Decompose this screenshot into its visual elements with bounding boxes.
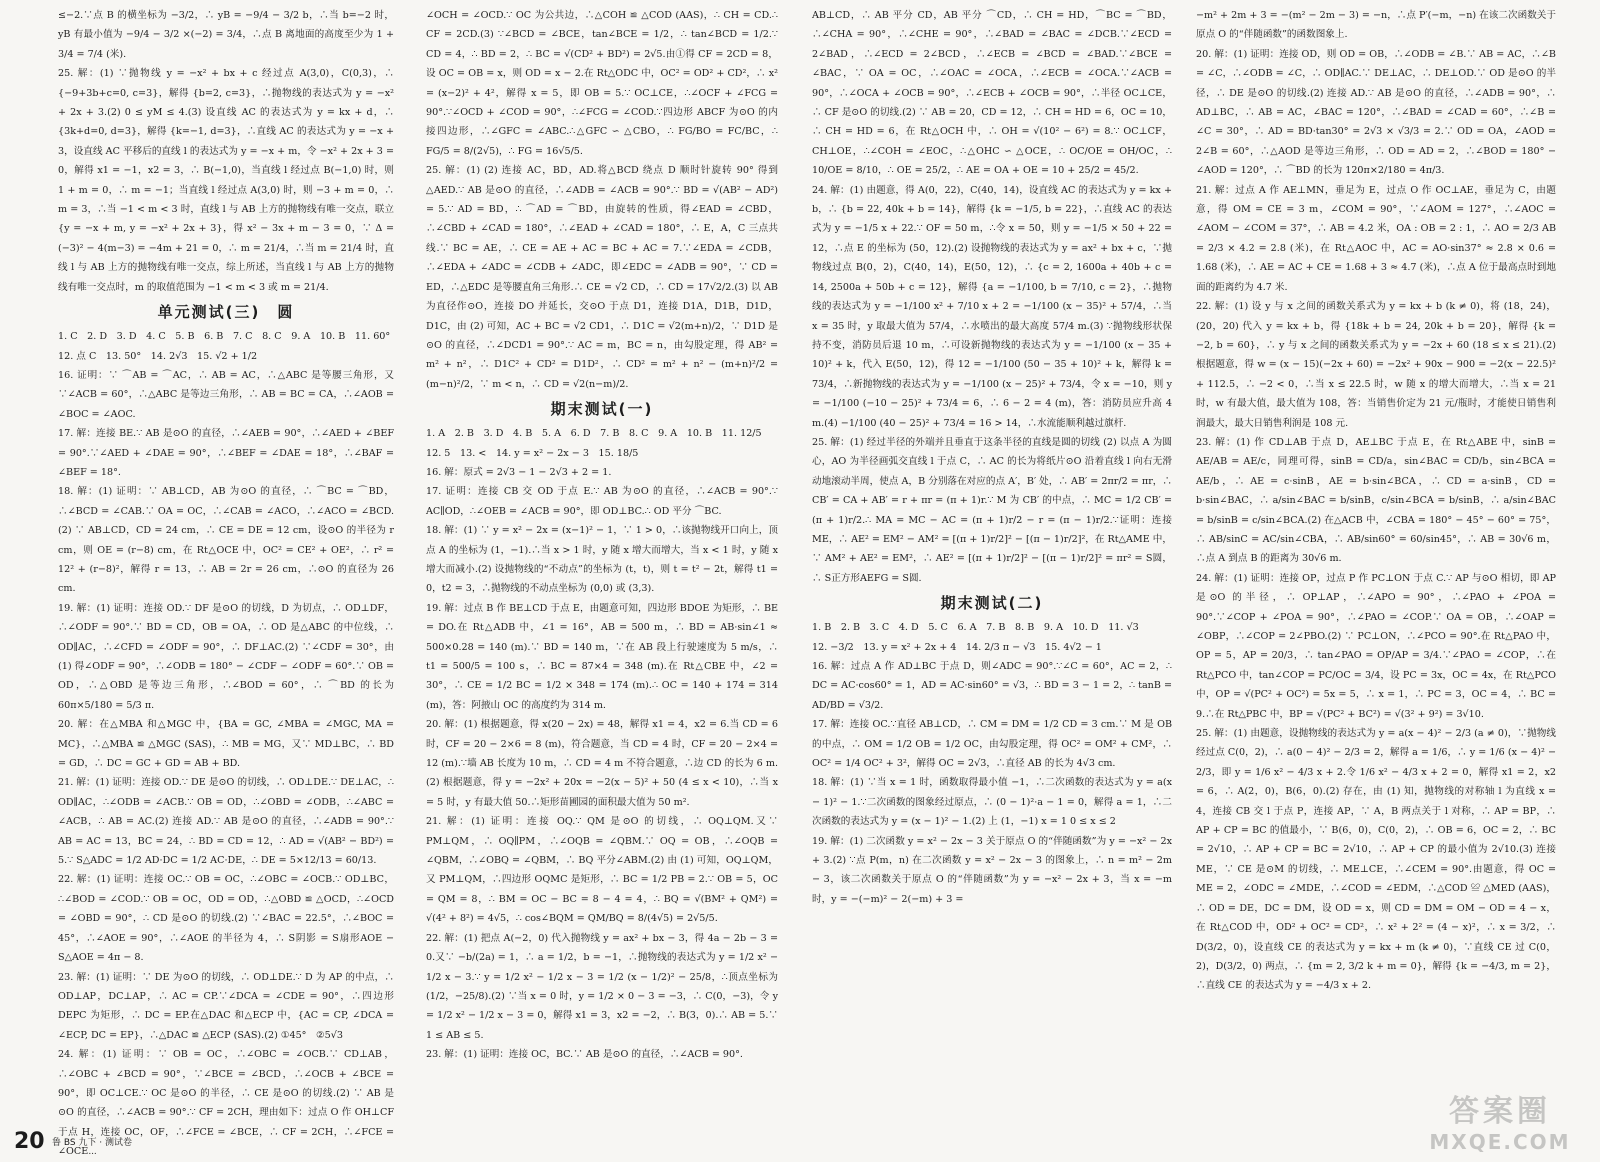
section-heading: 单元测试(三) 圆 xyxy=(157,303,295,322)
section-heading: 期末测试(二) xyxy=(940,594,1044,613)
answer-paragraph: −m² + 2m + 3 = −(m² − 2m − 3) = −n，∴点 P′(−m，−n) 在该二次函数关于原点 O 的“伴随函数”的函数图象上. xyxy=(1196,10,1556,41)
answer-paragraph: 21. 解：过点 A 作 AE⊥MN，垂足为 E，过点 O 作 OC⊥AE，垂足为 C，由题意，得 OM = CE = 3 m，∠COM = 90°，∵∠AOM = 127°，∴∠AOC = ∠AOM − ∠COM = 37°，∴ AB = 4.2 米，OA : OB = 2 : 1，∴ AO = 2/3 AB = 2/3 × 4.2 = 2.8 (米)，在 Rt△AOC 中，AC = AO·sin37° ≈ 2.8 × 0.6 = 1.68 (米)，∴ AE = AC + CE = 1.68 + 3 ≈ 4.7 (米)，∴点 A 位于最高点时到地面的距离约为 4.7 米. xyxy=(1196,184,1556,293)
answer-paragraph: 19. 解：(1) 二次函数 y = x² − 2x − 3 关于原点 O 的“伴随函数”为 y = −x² − 2x + 3.(2) ∵点 P(m，n) 在二次函数 y = x² − 2x − 3 的图象上，∴ n = m² − 2m − 3，该二次函数关于原点 O 的“伴随函数”为 y = −x² − 2x + 3，当 x = −m 时，y = −(−m)² − 2(−m) + 3 = xyxy=(812,835,1172,905)
answer-paragraph: 1. C 2. D 3. D 4. C 5. B 6. B 7. C 8. C 9. A 10. B 11. 60° xyxy=(58,331,391,343)
answer-paragraph: 22. 解：(1) 把点 A(−2，0) 代入抛物线 y = ax² + bx − 3，得 4a − 2b − 3 = 0.又∵ −b/(2a) = 1，∴ a = 1/2，b = −1，∴抛物线的表达式为 y = 1/2 x² − 1/2 x − 3.∵ y = 1/2 x² − 1/2 x − 3 = 1/2 (x − 1/2)² − 25/8，∴顶点坐标为 (1/2，−25/8).(2) ∵当 x = 0 时，y = 1/2 × 0 − 3 = −3，∴ C(0，−3)，令 y = 1/2 x² − 1/2 x − 3 = 0，解得 x1 = 3，x2 = −2，∴ B(3，0).∴ AB = 5.∵ 1 ≤ AB ≤ 5. xyxy=(426,932,778,1041)
answer-paragraph: 21. 解：(1) 证明：连接 OD.∵ DE 是⊙O 的切线，∴ OD⊥DE.∵ DE⊥AC，∴ OD∥AC，∴∠ODB = ∠ACB.∵ OB = OD，∴∠OBD = ∠ODB，∴∠ABC = ∠ACB，∴ AB = AC.(2) 连接 AD.∵ AB 是⊙O 的直径，∴∠ADB = 90°.∵ AB = AC = 13，BC = 24，∴ BD = CD = 12，∴ AD = √(AB² − BD²) = 5.∵ S△ADC = 1/2 AD·DC = 1/2 AC·DE，∴ DE = 5×12/13 = 60/13. xyxy=(58,777,394,867)
section-heading: 期末测试(一) xyxy=(550,400,654,419)
answer-paragraph: 25. 解：(1) (2) 连接 AC，BD，AD.将△BCD 绕点 D 顺时针旋转 90° 得到△AED.∵ AB 是⊙O 的直径，∴∠ADB = ∠ACB = 90°.∵ BD = √(AB² − AD²) = 5.∵ AD = BD，∴ ⌒AD = ⌒BD，由旋转的性质，得∠EAD = ∠CBD，∴∠CBD + ∠CAD = 180°，∴∠EAD + ∠CAD = 180°，∴ E，A，C 三点共线.∵ BC = AE，∴ CE = AE + AC = BC + AC = 7.∵∠EDA = ∠CDB，∴∠EDA + ∠ADC = ∠CDB + ∠ADC，即∠EDC = ∠ADB = 90°，∵ CD = ED，∴△EDC 是等腰直角三角形.∴ CE = √2 CD，∴ CD = 17√2/2.(3) 以 AB 为直径作⊙O，连接 DO 并延长，交⊙O 于点 D1，连接 D1A，D1B，D1D，D1C，由 (2) 可知，AC + BC = √2 CD1，∴ D1C = √2(m+n)/2，∵ D1D 是⊙O 的直径，∴∠DCD1 = 90°.∵ AC = m，BC = n，由勾股定理，得 AB² = m² + n²，∴ D1C² + CD² = D1D²，∴ CD² = m² + n² − (m+n)²/2 = (m−n)²/2，∵ m < n，∴ CD = √2(n−m)/2. xyxy=(426,165,778,390)
answer-paragraph: 16. 解：过点 A 作 AD⊥BC 于点 D，则∠ADC = 90°.∵∠C = 60°，AC = 2，∴ DC = AC·cos60° = 1，AD = AC·sin60° = √3，∴ BD = 3 − 1 = 2，∴ tanB = AD/BD = √3/2. xyxy=(812,661,1172,711)
answer-paragraph: 25. 解：(1) 经过半径的外端并且垂直于这条半径的直线是圆的切线 (2) 以点 A 为圆心，AO 为半径画弧交直线 l 于点 C，∴ AC 的长为将纸片⊙O 沿着直线 l 向右无滑动地滚动半周，使点 A，B 分别落在对应的点 A′，B′ 处，∴ AB′ = 2πr/2 = πr，∴ CB′ = CA + AB′ = r + πr = (π + 1)r.∵ M 为 CB′ 的中点，∴ MC = 1/2 CB′ = (π + 1)r/2.∴ MA = MC − AC = (π + 1)r/2 − r = (π − 1)r/2.∵证明：连接 ME，∴ AE² = EM² − AM² = [(π + 1)r/2]² − [(π − 1)r/2]²，在 Rt△AME 中，∵ AM² + AE² = EM²，∴ AE² = [(π + 1)r/2]² − [(π − 1)r/2]² = πr² = S圆，∴ S正方形AEFG = S圆. xyxy=(812,436,1172,584)
answer-paragraph: 24. 解：(1) 证明：∵ OB = OC，∴∠OBC = ∠OCB.∵ CD⊥AB，∴∠OBC + ∠BCD = 90°，∵∠BCE = ∠BCD，∴∠OCB + ∠BCE = 90°，即 OC⊥CE.∵ OC 是⊙O 的半径，∴ CE 是⊙O 的切线.(2) ∵ AB 是⊙O 的直径，∴∠ACB = 90°.∵ CF = 2CH，理由如下：过点 O 作 OH⊥CF 于点 H，连接 OC，OF，∴∠FCE = ∠BCE，∴ CF = 2CH，∴∠FCE = ∠OCE⋯ xyxy=(58,1049,394,1158)
answer-paragraph: 23. 解：(1) 作 CD⊥AB 于点 D，AE⊥BC 于点 E，在 Rt△ABE 中，sinB = AE/AB = AE/c，同理可得，sinB = CD/a，sin∠BAC = CD/b，sin∠BCA = AE/b，∴ AE = c·sinB，AE = b·sin∠BCA，∴ CD = a·sinB，CD = b·sin∠BAC，∴ a/sin∠BAC = b/sinB，c/sin∠BCA = b/sinB，∴ a/sin∠BAC = b/sinB = c/sin∠BCA.(2) 在△ACB 中，∠CBA = 180° − 45° − 60° = 75°，∴ AB/sinC = AC/sin∠CBA，∴ AB/sin60° = 60/sin45°，∴ AB = 30√6 m，∴点 A 到点 B 的距离为 30√6 m. xyxy=(1196,436,1556,565)
answer-paragraph: 12. −3/2 13. y = x² + 2x + 4 14. 2/3 π − √3 15. 4√2 − 1 xyxy=(812,641,1102,653)
watermark-bottom-text: MXQE.COM xyxy=(1429,1130,1571,1154)
answer-column-2 xyxy=(426,6,778,1118)
answer-column-3 xyxy=(812,6,1172,1118)
answer-paragraph: 25. 解：(1) 由题意，设抛物线的表达式为 y = a(x − 4)² − 2/3 (a ≠ 0)，∵抛物线经过点 C(0，2)，∴ a(0 − 4)² − 2/3 = 2，解得 a = 1/6，∴ y = 1/6 (x − 4)² − 2/3，即 y = 1/6 x² − 4/3 x + 2.令 1/6 x² − 4/3 x + 2 = 0，解得 x1 = 2，x2 = 6，∴ A(2，0)，B(6，0).(2) 存在，由 (1) 知，抛物线的对称轴 l 为直线 x = 4，连接 CB 交 l 于点 P，连接 AP，∵ A，B 两点关于 l 对称，∴ AP = BP，∴ AP + CP = BC 的值最小，∵ B(6，0)，C(0，2)，∴ OB = 6，OC = 2，∴ BC = 2√10，∴ AP + CP = BC = 2√10，∴ AP + CP 的最小值为 2√10.(3) 连接 ME，∵ CE 是⊙M 的切线，∴ ME⊥CE，∴∠CEM = 90°.由题意，得 OC = ME = 2，∠ODC = ∠MDE，∴∠COD = ∠EDM，∴△COD ≌ △MED (AAS)，∴ OD = DE，DC = DM，设 OD = x，则 CD = DM = OM − OD = 4 − x，在 Rt△COD 中，OD² + OC² = CD²，∴ x² + 2² = (4 − x)²，∴ x = 3/2，∴ D(3/2，0)，设直线 CE 的表达式为 y = kx + m (k ≠ 0)，∵直线 CE 过 C(0，2)，D(3/2，0) 两点，∴ {m = 2, 3/2 k + m = 0}，解得 {k = −4/3, m = 2}，∴直线 CE 的表达式为 y = −4/3 x + 2. xyxy=(1196,728,1556,992)
watermark-top-text: 答案圈 xyxy=(1449,1094,1551,1129)
page-footer: 鲁 BS 九下 · 测试卷 xyxy=(52,1138,133,1148)
answer-paragraph: 20. 解：在△MBA 和△MGC 中，{BA = GC, ∠MBA = ∠MGC, MA = MC}，∴△MBA ≌ △MGC (SAS)，∴ MB = MG，又∵ MD⊥BC，∴ BD = GD，∴ DC = GC + GD = AB + BD. xyxy=(58,719,394,770)
answer-paragraph: 1. A 2. B 3. D 4. B 5. A 6. D 7. B 8. C 9. A 10. B 11. 12/5 xyxy=(426,428,762,440)
answer-paragraph: 17. 解：连接 OC.∵直径 AB⊥CD，∴ CM = DM = 1/2 CD = 3 cm.∵ M 是 OB 的中点，∴ OM = 1/2 OB = 1/2 OC，由勾股定理，得 OC² = OM² + CM²，∴ OC² = 1/4 OC² + 3²，解得 OC = 2√3，∴直径 AB 的长为 4√3 cm. xyxy=(812,719,1172,770)
answer-paragraph: 20. 解：(1) 根据题意，得 x(20 − 2x) = 48，解得 x1 = 4，x2 = 6.当 CD = 6 时，CF = 20 − 2×6 = 8 (m)，符合题意，当 CD = 4 时，CF = 20 − 2×4 = 12 (m).∵墙 AB 长度为 10 m，∴ CD = 4 m 不符合题意，∴边 CD 的长为 6 m.(2) 根据题意，得 y = −2x² + 20x = −2(x − 5)² + 50 (4 ≤ x < 10)，∴当 x = 5 时，y 有最大值 50.∴矩形苗圃园的面积最大值为 50 m². xyxy=(426,719,778,808)
answer-paragraph: 19. 解：过点 B 作 BE⊥CD 于点 E，由题意可知，四边形 BDOE 为矩形，∴ BE = DO.在 Rt△ADB 中，∠1 = 16°，AB = 500 m，∴ BD = AB·sin∠1 ≈ 500×0.28 = 140 (m).∵ BD = 140 m，∵在 AB 段上行驶速度为 5 m/s，∴ t1 = 500/5 = 100 s，∴ BC = 87×4 = 348 (m).在 Rt△CBE 中，∠2 = 30°，∴ CE = 1/2 BC = 1/2 × 348 = 174 (m).∴ OC = 140 + 174 = 314 (m)，答：阿掖山 OC 的高度约为 314 m. xyxy=(426,602,778,711)
answer-paragraph: 12. 点 C 13. 50° 14. 2√3 15. √2 + 1/2 xyxy=(58,350,258,362)
answer-paragraph: ≤−2.∵点 B 的横坐标为 −3/2，∴ yB = −9/4 − 3/2 b，∴当 b=−2 时，yB 有最小值为 −9/4 − 3/2 ×(−2) = 3/4，∴点 B 离地面的高度至少为 1 + 3/4 = 7/4 (米). xyxy=(58,10,394,60)
page-number: 20 xyxy=(14,1129,45,1154)
answer-paragraph: 1. B 2. B 3. C 4. D 5. C 6. A 7. B 8. B 9. A 10. D 11. √3 xyxy=(812,622,1139,634)
answer-paragraph: 21. 解：(1) 证明：连接 OQ.∵ QM 是⊙O 的切线，∴ OQ⊥QM.又∵ PM⊥QM，∴ OQ∥PM，∴∠OQB = ∠QBM.∵ OQ = OB，∴∠OQB = ∠QBM，∴∠OBQ = ∠QBM，∴ BQ 平分∠ABM.(2) 由 (1) 可知，OQ⊥QM，又 PM⊥QM，∴四边形 OQMC 是矩形，∴ BC = 1/2 PB = 2.∵ OB = 5，OC = QM = 8，∴ BM = OC − BC = 8 − 4 = 4，∴ BQ = √(BM² + QM²) = √(4² + 8²) = 4√5，∴ cos∠BQM = QM/BQ = 8/(4√5) = 2√5/5. xyxy=(426,816,778,925)
answer-paragraph: 23. 解：(1) 证明：连接 OC，BC.∵ AB 是⊙O 的直径，∴∠ACB = 90°. xyxy=(426,1049,743,1061)
answer-paragraph: 16. 证明：∵ ⌒AB = ⌒AC，∴ AB = AC，∴△ABC 是等腰三角形，又∵∠ACB = 60°，∴△ABC 是等边三角形，∴ AB = BC = CA，∴∠AOB = ∠BOC = ∠AOC. xyxy=(58,369,394,420)
answer-paragraph: 12. 5 13. < 14. y = x² − 2x − 3 15. 18/5 xyxy=(426,447,639,459)
answer-paragraph: 20. 解：(1) 证明：连接 OD，则 OD = OB，∴∠ODB = ∠B.∵ AB = AC，∴∠B = ∠C，∴∠ODB = ∠C，∴ OD∥AC.∵ DE⊥AC，∴ DE⊥OD.∵ OD 是⊙O 的半径，∴ DE 是⊙O 的切线.(2) 连接 AD.∵ AB 是⊙O 的直径，∴∠ADB = 90°，∴ AD⊥BC，∴ AB = AC，∠BAC = 120°，∴∠BAD = ∠CAD = 60°，∴∠B = ∠C = 30°，∴ AD = BD·tan30° = 2√3 × √3/3 = 2.∵ OD = OA，∠AOD = 2∠B = 60°，∴△AOD 是等边三角形，∴ OD = AD = 2，∴∠BOD = 180° − ∠AOD = 120°，∴ ⌒BD 的长为 120π×2/180 = 4π/3. xyxy=(1196,48,1556,177)
watermark-logo xyxy=(1410,1086,1590,1152)
answer-paragraph: 17. 证明：连接 CB 交 OD 于点 E.∵ AB 为⊙O 的直径，∴∠ACB = 90°.∵ AC∥OD，∴∠OEB = ∠ACB = 90°，即 OD⊥BC.∴ OD 平分 ⌒BC. xyxy=(426,486,778,517)
answer-paragraph: 18. 解：(1) ∵当 x = 1 时，函数取得最小值 −1，∴二次函数的表达式为 y = a(x − 1)² − 1.∵二次函数的图象经过原点，∴ (0 − 1)²·a − 1 = 0，解得 a = 1，∴二次函数的表达式为 y = (x − 1)² − 1.(2) 上 (1，−1) x = 1 0 ≤ x ≤ 2 xyxy=(812,777,1172,828)
answer-paragraph: 22. 解：(1) 证明：连接 OC.∵ OB = OC，∴∠OBC = ∠OCB.∵ OD⊥BC，∴∠BOD = ∠COD.∵ OB = OC，OD = OD，∴△OBD ≌ △OCD，∴∠OCD = ∠OBD = 90°，∴ CD 是⊙O 的切线.(2) ∵∠BAC = 22.5°，∴∠BOC = 45°，∴∠AOE = 90°，∴∠AOE 的半径为 4，∴ S阴影 = S扇形AOE − S△AOE = 4π − 8. xyxy=(58,874,394,964)
answer-paragraph: 22. 解：(1) 设 y 与 x 之间的函数关系式为 y = kx + b (k ≠ 0)，将 (18，24)，(20，20) 代入 y = kx + b，得 {18k + b = 24, 20k + b = 20}，解得 {k = −2, b = 60}，∴ y 与 x 之间的函数关系式为 y = −2x + 60 (18 ≤ x ≤ 21).(2) 根据题意，得 w = (x − 15)(−2x + 60) = −2x² + 90x − 900 = −2(x − 22.5)² + 112.5，∴ −2 < 0，∴当 x ≤ 22.5 时，w 随 x 的增大而增大，∴当 x = 21 时，w 有最大值，最大值为 108，答：当销售价定为 21 元/瓶时，才能使日销售利润最大，最大日销售利润是 108 元. xyxy=(1196,301,1556,429)
answer-column-4 xyxy=(1196,6,1556,1118)
answer-paragraph: 19. 解：(1) 证明：连接 OD.∵ DF 是⊙O 的切线，D 为切点，∴ OD⊥DF，∴∠ODF = 90°.∵ BD = CD，OB = OA，∴ OD 是△ABC 的中位线，∴ OD∥AC，∴∠CFD = ∠ODF = 90°，∴ DF⊥AC.(2) ∵∠CDF = 30°，由 (1) 得∠ODF = 90°，∴∠ODB = 180° − ∠CDF − ∠ODF = 60°.∵ OB = OD，∴△OBD 是等边三角形，∴∠BOD = 60°，∴ ⌒BD 的长为 60π×5/180 = 5/3 π. xyxy=(58,602,394,711)
answer-paragraph: 23. 解：(1) 证明：∵ DE 为⊙O 的切线，∴ OD⊥DE.∵ D 为 AP 的中点，∴ OD⊥AP，DC⊥AP，∴ AC = CP.∵∠DCA = ∠CDE = 90°，∴四边形 DEPC 为矩形，∴ DC = EP.在△DAC 和△ECP 中，{AC = CP, ∠DCA = ∠ECP, DC = EP}，∴△DAC ≌ △ECP (SAS).(2) ①45° ②5√3 xyxy=(58,971,394,1041)
answer-paragraph: 25. 解：(1) ∵抛物线 y = −x² + bx + c 经过点 A(3,0)，C(0,3)，∴ {−9+3b+c=0, c=3}，解得 {b=2, c=3}，∴抛物线的表达式为 y = −x² + 2x + 3.(2) 0 ≤ yM ≤ 4.(3) 设直线 AC 的表达式为 y = kx + d，∴ {3k+d=0, d=3}，解得 {k=−1, d=3}，∴直线 AC 的表达式为 y = −x + 3，设直线 AC 平移后的直线 l 的表达式为 y = −x + m，令 −x² + 2x + 3 = 0，解得 x1 = −1，x2 = 3，∴ B(−1,0)，当直线 l 经过点 B(−1,0) 时，则 1 + m = 0，∴ m = −1；当直线 l 经过点 A(3,0) 时，则 −3 + m = 0，∴ m = 3，∴当 −1 < m < 3 时，直线 l 与 AB 上方的抛物线有唯一交点，联立 {y = −x + m, y = −x² + 2x + 3}，得 x² − 3x + m − 3 = 0，∵ Δ = (−3)² − 4(m−3) = −4m + 21 = 0，∴ m = 21/4，∴当 m = 21/4 时，直线 l 与 AB 上方的抛物线有唯一交点，综上所述，当直线 l 与 AB 上方的抛物线有唯一交点时，m 的取值范围为 −1 < m < 3 或 m = 21/4. xyxy=(58,68,394,293)
answer-paragraph: 24. 解：(1) 由题意，得 A(0，22)，C(40，14)，设直线 AC 的表达式为 y = kx + b，∴ {b = 22, 40k + b = 14}，解得 {k = −1/5, b = 22}，∴直线 AC 的表达式为 y = −1/5 x + 22.∵ OF = 50 m，∴令 x = 50，则 y = −1/5 × 50 + 22 = 12，∴点 E 的坐标为 (50，12).(2) 设抛物线的表达式为 y = ax² + bx + c，∵抛物线过点 B(0，2)，C(40，14)，E(50，12)，∴ {c = 2, 1600a + 40b + c = 14, 2500a + 50b + c = 12}，解得 {a = −1/100, b = 7/10, c = 2}，∴抛物线的表达式为 y = −1/100 x² + 7/10 x + 2 = −1/100 (x − 35)² + 57/4，∴当 x = 35 时，y 取最大值为 57/4，∴水喷出的最大高度 57/4 m.(3) ∵抛物线形状保持不变，消防员后退 10 m，∴可设新抛物线的表达式为 y = −1/100 (x − 35 + 10)² + k，代入 E(50，12)，得 12 = −1/100 (50 − 35 + 10)² + k，解得 k = 73/4，∴新抛物线的表达式为 y = −1/100 (x − 25)² + 73/4，令 x = −10，则 y = −1/100 (−10 − 25)² + 73/4 = 6，∴ 6 − 2 = 4 (m)，答：消防员应升高 4 m.(4) −1/100 (40 − 25)² + 73/4 = 16 > 14，∴水流能顺利越过旗杆. xyxy=(812,184,1172,429)
answer-paragraph: 16. 解：原式 = 2√3 − 1 − 2√3 + 2 = 1. xyxy=(426,466,612,478)
answer-paragraph: AB⊥CD，∴ AB 平分 CD，AB 平分 ⌒CD，∴ CH = HD，⌒BC = ⌒BD，∴∠CHA = 90°，∴∠CHE = 90°，∴∠BAD = ∠BAC = ∠DCB.∵∠ECD = 2∠BAD，∴∠ECD = 2∠BCD，∴∠ECB = ∠BCD = ∠BAD.∵∠BCE = ∠BAC，∵ OA = OC，∴∠OAC = ∠OCA，∴∠ECB = ∠OCA.∵∠ACB = 90°，∴∠OCA + ∠OCB = 90°，∴∠ECB + ∠OCB = 90°，∴半径 OC⊥CE，∴ CF 是⊙O 的切线.(2) ∵ AB = 20，CD = 12，∴ CH = HD = 6，OC = 10，∴ CH = HD = 6，在 Rt△OCH 中，∴ OH = √(10² − 6²) = 8.∵ OC⊥CF，CH⊥OE，∴∠COH = ∠EOC，∴△OHC ∽ △OCE，∴ OC/OE = OH/OC，∴ 10/OE = 8/10，∴ OE = 25/2，∴ AE = OA + OE = 10 + 25/2 = 45/2. xyxy=(812,10,1172,177)
answer-paragraph: 18. 解：(1) 证明：∵ AB⊥CD，AB 为⊙O 的直径，∴ ⌒BC = ⌒BD，∴∠BCD = ∠CAB.∵ OA = OC，∴∠CAB = ∠ACO，∴∠ACO = ∠BCD.(2) ∵ AB⊥CD，CD = 24 cm，∴ CE = DE = 12 cm，设⊙O 的半径为 r cm，则 OE = (r−8) cm，在 Rt△OCE 中，OC² = CE² + OE²，∴ r² = 12² + (r−8)²，解得 r = 13，∴ AB = 2r = 26 cm，∴⊙O 的直径为 26 cm. xyxy=(58,486,394,595)
answer-paragraph: ∠OCH = ∠OCD.∵ OC 为公共边，∴△COH ≌ △COD (AAS)，∴ CH = CD.∴ CF = 2CD.(3) ∵∠BCD = ∠BCE，tan∠BCE = 1/2，∴ tan∠BCD = 1/2.∵ CD = 4，∴ BD = 2，∴ BC = √(CD² + BD²) = 2√5.由①得 CF = 2CD = 8，设 OC = OB = x，则 OD = x − 2.在 Rt△ODC 中，OC² = OD² + CD²，∴ x² = (x−2)² + 4²，解得 x = 5，即 OB = 5.∵ OC⊥CE，∴∠OCF + ∠FCG = 90°.∵∠OCD + ∠COD = 90°，∴∠FCG = ∠COD.∵四边形 ABCF 为⊙O 的内接四边形，∴∠GFC = ∠ABC.∴△GFC ∽ △CBO，∴ FG/BO = FC/BC，∴ FG/5 = 8/(2√5)，∴ FG = 16√5/5. xyxy=(426,10,778,157)
answer-paragraph: 17. 解：连接 BE.∵ AB 是⊙O 的直径，∴∠AEB = 90°，∴∠AED + ∠BEF = 90°.∵∠AED + ∠DAE = 90°，∴∠BEF = ∠DAE = 18°，∴∠BAF = ∠BEF = 18°. xyxy=(58,428,394,478)
answer-paragraph: 24. 解：(1) 证明：连接 OP，过点 P 作 PC⊥ON 于点 C.∵ AP 与⊙O 相切，即 AP 是⊙O 的半径，∴ OP⊥AP，∴∠APO = 90°，∴∠PAO + ∠POA = 90°.∵∠COP + ∠POA = 90°，∴∠PAO = ∠COP.∵ OA = OB，∴∠OAP = ∠OBP，∴∠COP = 2∠PBO.(2) ∵ PC⊥ON，∴∠PCO = 90°.在 Rt△PAO 中，OP = 5，AP = 20/3，∴ tan∠PAO = OP/AP = 3/4.∵∠PAO = ∠COP，∴在 Rt△PCO 中，tan∠COP = PC/OC = 3/4，设 PC = 3x，OC = 4x，在 Rt△PCO 中，OP = √(PC² + OC²) = 5x = 5，∴ x = 1，∴ PC = 3，OC = 4，∴ BC = 9.∴在 Rt△PBC 中，BP = √(PC² + BC²) = √(3² + 9²) = 3√10. xyxy=(1196,572,1556,720)
answer-paragraph: 18. 解：(1) ∵ y = x² − 2x = (x−1)² − 1，∵ 1 > 0，∴该抛物线开口向上，顶点 A 的坐标为 (1，−1).∴当 x > 1 时，y 随 x 增大而增大，当 x < 1 时，y 随 x 增大而减小.(2) 设抛物线的“不动点”的坐标为 (t，t)，则 t = t² − 2t，解得 t1 = 0，t2 = 3，∴抛物线的不动点坐标为 (0,0) 或 (3,3). xyxy=(426,525,778,595)
